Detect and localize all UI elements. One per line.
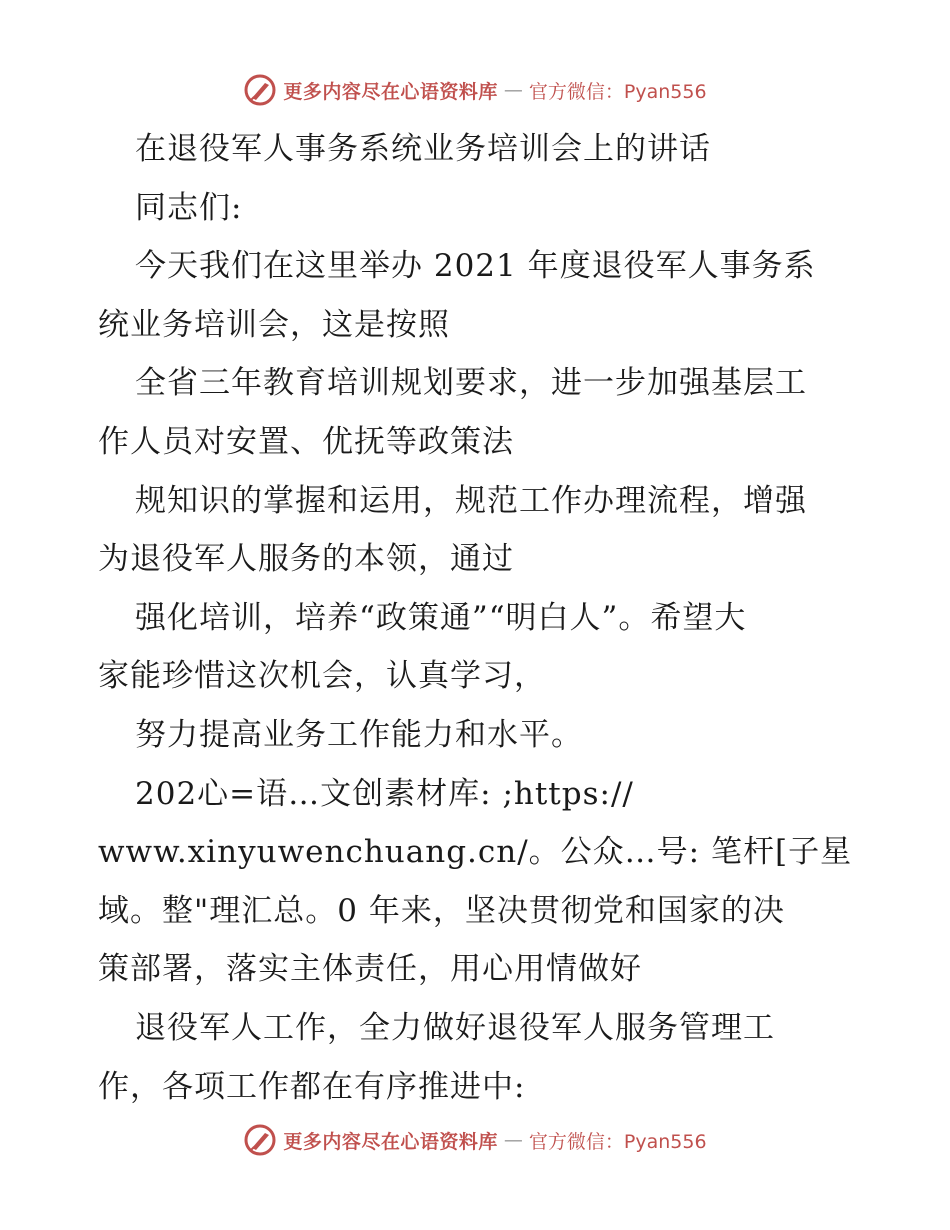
- document-line: 全省三年教育培训规划要求，进一步加强基层工: [135, 365, 807, 402]
- document-line: 统业务培训会，这是按照: [98, 306, 450, 343]
- brand-text: 更多内容尽在心语资料库: [283, 1130, 498, 1153]
- contact-text: 官方微信：Pyan556: [528, 80, 707, 103]
- document-line: 同志们:: [135, 189, 243, 226]
- document-line: www.xinyuwenchuang.cn/。公众…号: 笔杆[子星: [98, 834, 853, 871]
- document-title: 在退役军人事务系统业务培训会上的讲话: [135, 131, 711, 167]
- brand-text: 更多内容尽在心语资料库: [283, 80, 498, 103]
- footer-banner: [0, 1120, 950, 1160]
- document-line: 努力提高业务工作能力和水平。: [135, 716, 583, 753]
- feather-pen-icon: [243, 73, 277, 107]
- banner-separator: —: [503, 79, 523, 101]
- document-line: 作，各项工作都在有序推进中:: [98, 1068, 526, 1105]
- document-line: 今天我们在这里举办 2021 年度退役军人事务系: [135, 248, 816, 285]
- document-body: [98, 120, 858, 1116]
- document-line: 策部署，落实主体责任，用心用情做好: [98, 951, 642, 988]
- document-line: 域。整"理汇总。0 年来，坚决贯彻党和国家的决: [98, 892, 785, 929]
- contact-text: 官方微信：Pyan556: [528, 1130, 707, 1153]
- document-line: 规知识的掌握和运用，规范工作办理流程，增强: [135, 482, 807, 519]
- document-line: 退役军人工作，全力做好退役军人服务管理工: [135, 1009, 775, 1046]
- feather-pen-icon: [243, 1123, 277, 1157]
- document-line: 为退役军人服务的本领，通过: [98, 541, 514, 578]
- header-banner: [0, 70, 950, 110]
- banner-separator: —: [503, 1129, 523, 1151]
- document-line: 作人员对安置、优抚等政策法: [98, 423, 514, 460]
- document-line: 强化培训，培养“政策通”“明白人”。希望大: [135, 599, 747, 636]
- document-line: 202心=语…文创素材库: ;https://: [135, 775, 634, 812]
- document-line: 家能珍惜这次机会，认真学习，: [98, 658, 546, 695]
